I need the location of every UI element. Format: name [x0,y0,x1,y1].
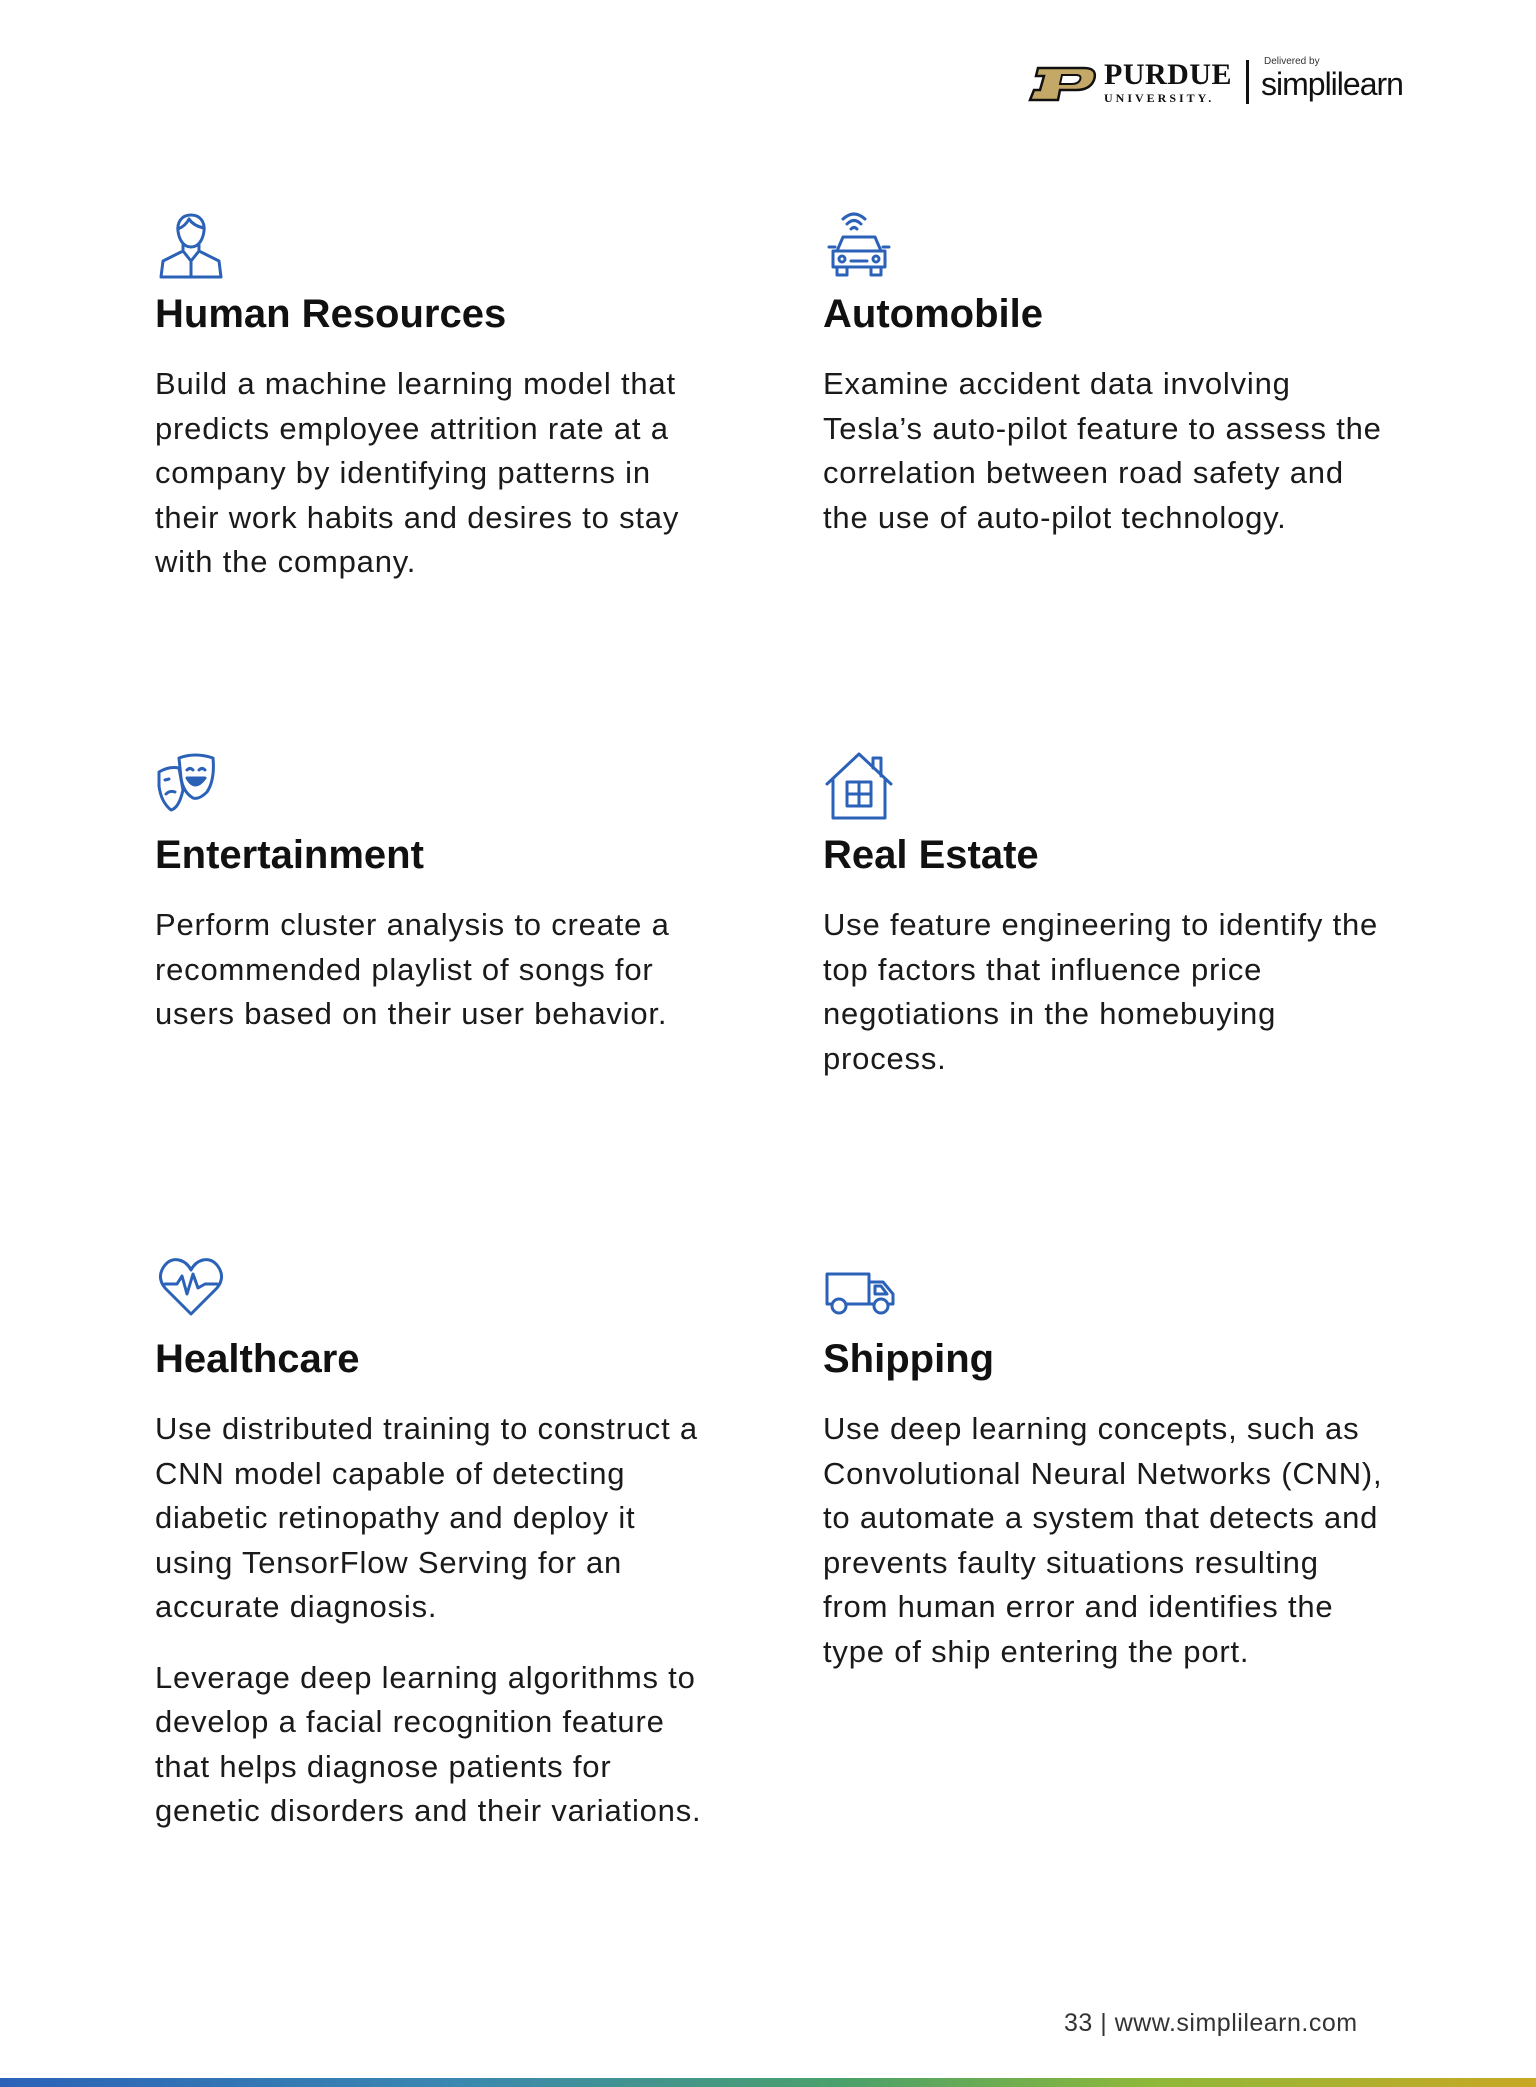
card-shipping [823,1252,1383,1674]
card-automobile [823,209,1383,540]
card-paragraph: Use feature engineering to identify the top factors that influence price negotiations in the homebuying process. [823,907,1379,1076]
purdue-wordmark [1104,60,1232,106]
purdue-name: PURDUE [1104,58,1232,91]
connected-car-icon [823,209,895,281]
truck-icon [823,1252,895,1324]
logo-divider [1246,60,1249,104]
card-paragraph: Leverage deep learning algorithms to develop a facial recognition feature that helps diagnose patients for genetic disorders and their variations. [155,1659,702,1828]
card-paragraph: Examine accident data involving Tesla’s auto-pilot feature to assess the correlation between road safety and the use of auto-pilot technology. [823,366,1382,535]
heart-pulse-icon [155,1252,227,1324]
delivered-by-label: Delivered by [1264,56,1320,67]
card-healthcare [155,1252,715,1834]
card-paragraph: Use distributed training to construct a CNN model capable of detecting diabetic retinopathy and deploy it using TensorFlow Serving for an accurate diagnosis. [155,1411,698,1624]
card-title: Healthcare [155,1337,360,1381]
card-title: Automobile [823,292,1043,336]
theater-masks-icon [155,750,227,822]
card-paragraph: Perform cluster analysis to create a recommended playlist of songs for users based on their user behavior. [155,907,670,1031]
bottom-gradient-bar [0,2078,1536,2087]
simplilearn-logo: simplilearn [1261,66,1403,102]
card-title: Entertainment [155,833,424,877]
card-title: Real Estate [823,833,1039,877]
card-title: Shipping [823,1337,995,1381]
card-title: Human Resources [155,292,507,336]
page-footer: 33 | www.simplilearn.com [1064,2009,1358,2037]
card-real-estate [823,750,1383,1081]
purdue-p-logo-icon [1028,66,1100,102]
purdue-sub: UNIVERSITY. [1104,91,1215,105]
card-human-resources [155,209,715,585]
card-paragraph: Build a machine learning model that predicts employee attrition rate at a company by identifying patterns in their work habits and desires to stay with the company. [155,366,680,579]
header-logos [1028,56,1403,108]
person-icon [155,209,227,281]
card-entertainment [155,750,715,1037]
house-icon [823,750,895,822]
card-paragraph: Use deep learning concepts, such as Convolutional Neural Networks (CNN), to automate a system that detects and prevents faulty situations resulting from human error and identifies the type of ship entering the port. [823,1411,1383,1669]
